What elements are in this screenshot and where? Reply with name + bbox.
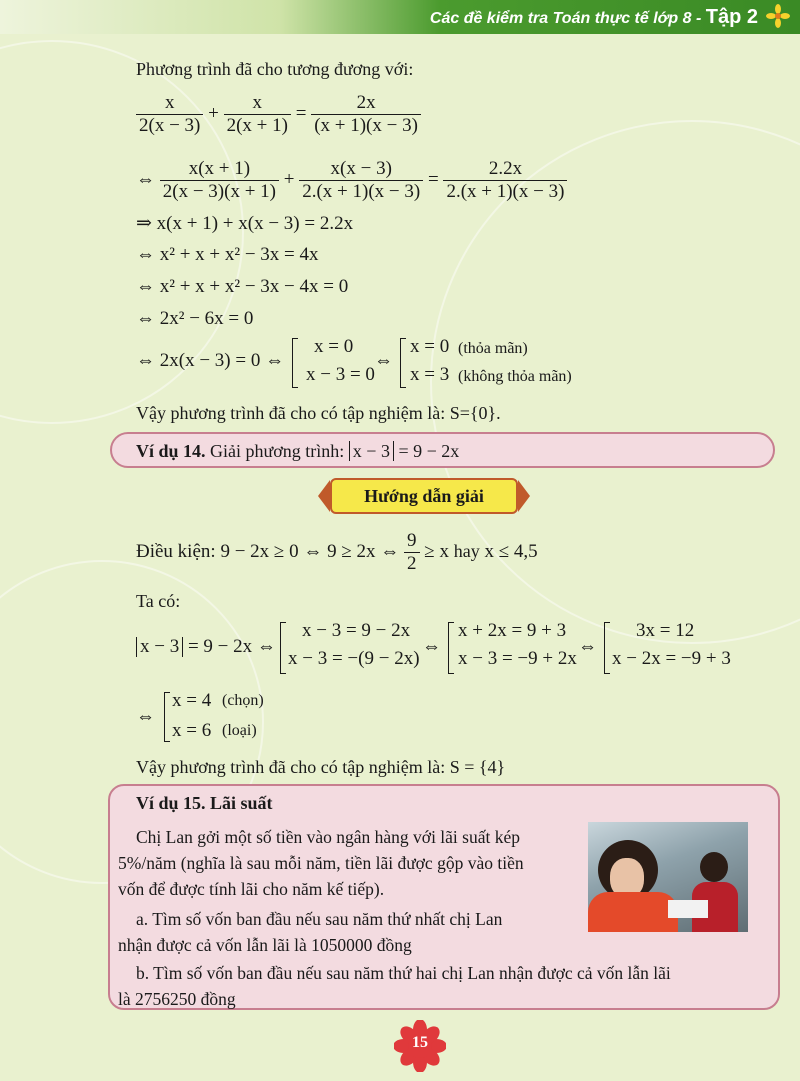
- volume-label: Tập 2: [705, 6, 758, 28]
- fraction: $\frac{2.2x}{2.(x + 1)(x - 3)}$: [443, 158, 567, 203]
- bracket: [400, 338, 406, 388]
- case-a2: x − 3 = −(9 − 2x): [288, 648, 420, 669]
- absolute-value: x − 3: [136, 637, 183, 657]
- bracket: [280, 622, 286, 674]
- example-15-p1-line2: 5%/năm (nghĩa là sau mỗi năm, tiền lãi được gộp vào tiền: [118, 853, 524, 873]
- result-x6-note: (loại): [222, 722, 257, 739]
- question-b-line1: b. Tìm số vốn ban đầu nếu sau năm thứ hai chị Lan nhận được cả vốn lẫn lãi: [136, 963, 671, 983]
- result-1: x = 0: [410, 336, 450, 357]
- badge-arrow-left: [318, 480, 330, 512]
- taco-label: Ta có:: [136, 591, 181, 611]
- page-number: 15: [412, 1034, 428, 1051]
- conclusion-2: Vậy phương trình đã cho có tập nghiệm là: S = {4}: [136, 757, 506, 777]
- case-b2: x − 3 = −9 + 2x: [458, 648, 577, 669]
- example-15-p1-line1: Chị Lan gởi một số tiền vào ngân hàng với lãi suất kép: [136, 827, 521, 847]
- equation-7-lhs: ⇔ 2x(x − 3) = 0 ⇔: [136, 350, 285, 371]
- result-1-note: (thỏa mãn): [458, 340, 528, 357]
- equation-1: $\frac{x}{2(x - 3)}$ + $\frac{x}{2(x + 1)}$ = $\frac{2x}{(x + 1)(x - 3)}$: [136, 92, 421, 137]
- bracket: [292, 338, 298, 388]
- case-b1: x + 2x = 9 + 3: [458, 620, 567, 641]
- badge-arrow-right: [518, 480, 530, 512]
- fraction: $\frac{x}{2(x - 3)}$: [136, 92, 203, 137]
- fraction: $\frac{x(x - 3)}{2.(x + 1)(x - 3)}$: [299, 158, 423, 203]
- absolute-value: x − 3: [349, 441, 394, 461]
- iff-symbol: ⇔: [136, 706, 155, 727]
- case-1: x = 0: [314, 336, 354, 357]
- intro-line: Phương trình đã cho tương đương với:: [136, 59, 414, 79]
- result-x4: x = 4: [172, 690, 212, 711]
- equation-6: ⇔ 2x² − 6x = 0: [136, 308, 254, 329]
- example-15-title: Ví dụ 15. Lãi suất: [136, 793, 273, 813]
- equation-3: ⇒ x(x + 1) + x(x − 3) = 2.2x: [136, 213, 354, 234]
- result-x4-note: (chọn): [222, 692, 264, 709]
- fraction: $\frac{2x}{(x + 1)(x - 3)}$: [311, 92, 421, 137]
- case-2: x − 3 = 0: [306, 364, 375, 385]
- question-a-line1: a. Tìm số vốn ban đầu nếu sau năm thứ nhất chị Lan: [136, 909, 503, 929]
- case-a1: x − 3 = 9 − 2x: [302, 620, 411, 641]
- bracket: [448, 622, 454, 674]
- header-title: Các đề kiểm tra Toán thực tế lớp 8 - Tập 2: [429, 6, 758, 28]
- equation-5: ⇔ x² + x + x² − 3x − 4x = 0: [136, 276, 349, 297]
- bank-photo: [588, 822, 748, 932]
- fraction: $\frac{x(x + 1)}{2(x - 3)(x + 1)}$: [160, 158, 279, 203]
- fraction: $\frac{9}{2}$: [404, 530, 420, 575]
- equation-8-lhs: x − 3 = 9 − 2x ⇔: [136, 636, 276, 658]
- equation-4: ⇔ x² + x + x² − 3x = 4x: [136, 244, 319, 265]
- fraction: $\frac{x}{2(x + 1)}$: [224, 92, 291, 137]
- equation-2: ⇔ $\frac{x(x + 1)}{2(x - 3)(x + 1)}$ + $\frac{x(x - 3)}{2.(x + 1)(x - 3)}$ = $\frac{2.2x}{2.(x + 1)(x - 3)}$: [136, 158, 567, 203]
- conclusion-1: Vậy phương trình đã cho có tập nghiệm là: S={0}.: [136, 403, 501, 423]
- case-c1: 3x = 12: [636, 620, 695, 641]
- result-x6: x = 6: [172, 720, 212, 741]
- question-b-line2: là 2756250 đồng: [118, 989, 236, 1009]
- solution-guide-badge: Hướng dẫn giải: [330, 478, 518, 514]
- result-2-note: (không thỏa mãn): [458, 368, 572, 385]
- result-2: x = 3: [410, 364, 450, 385]
- bracket: [604, 622, 610, 674]
- example-14-heading: Ví dụ 14. Giải phương trình: x − 3 = 9 − 2x: [136, 441, 460, 461]
- bracket: [164, 692, 170, 742]
- question-a-line2: nhận được cả vốn lẫn lãi là 1050000 đồng: [118, 935, 412, 955]
- iff-symbol: ⇔: [374, 350, 393, 371]
- example-15-p1-line3: vốn để được tính lãi cho năm kế tiếp).: [118, 879, 385, 899]
- condition-line: Điều kiện: 9 − 2x ≥ 0 ⇔ 9 ≥ 2x ⇔ $\frac{9}{2}$ ≥ x hay x ≤ 4,5: [136, 530, 538, 574]
- iff-symbol: ⇔: [578, 636, 597, 657]
- iff-symbol: ⇔: [422, 636, 441, 657]
- case-c2: x − 2x = −9 + 3: [612, 648, 731, 669]
